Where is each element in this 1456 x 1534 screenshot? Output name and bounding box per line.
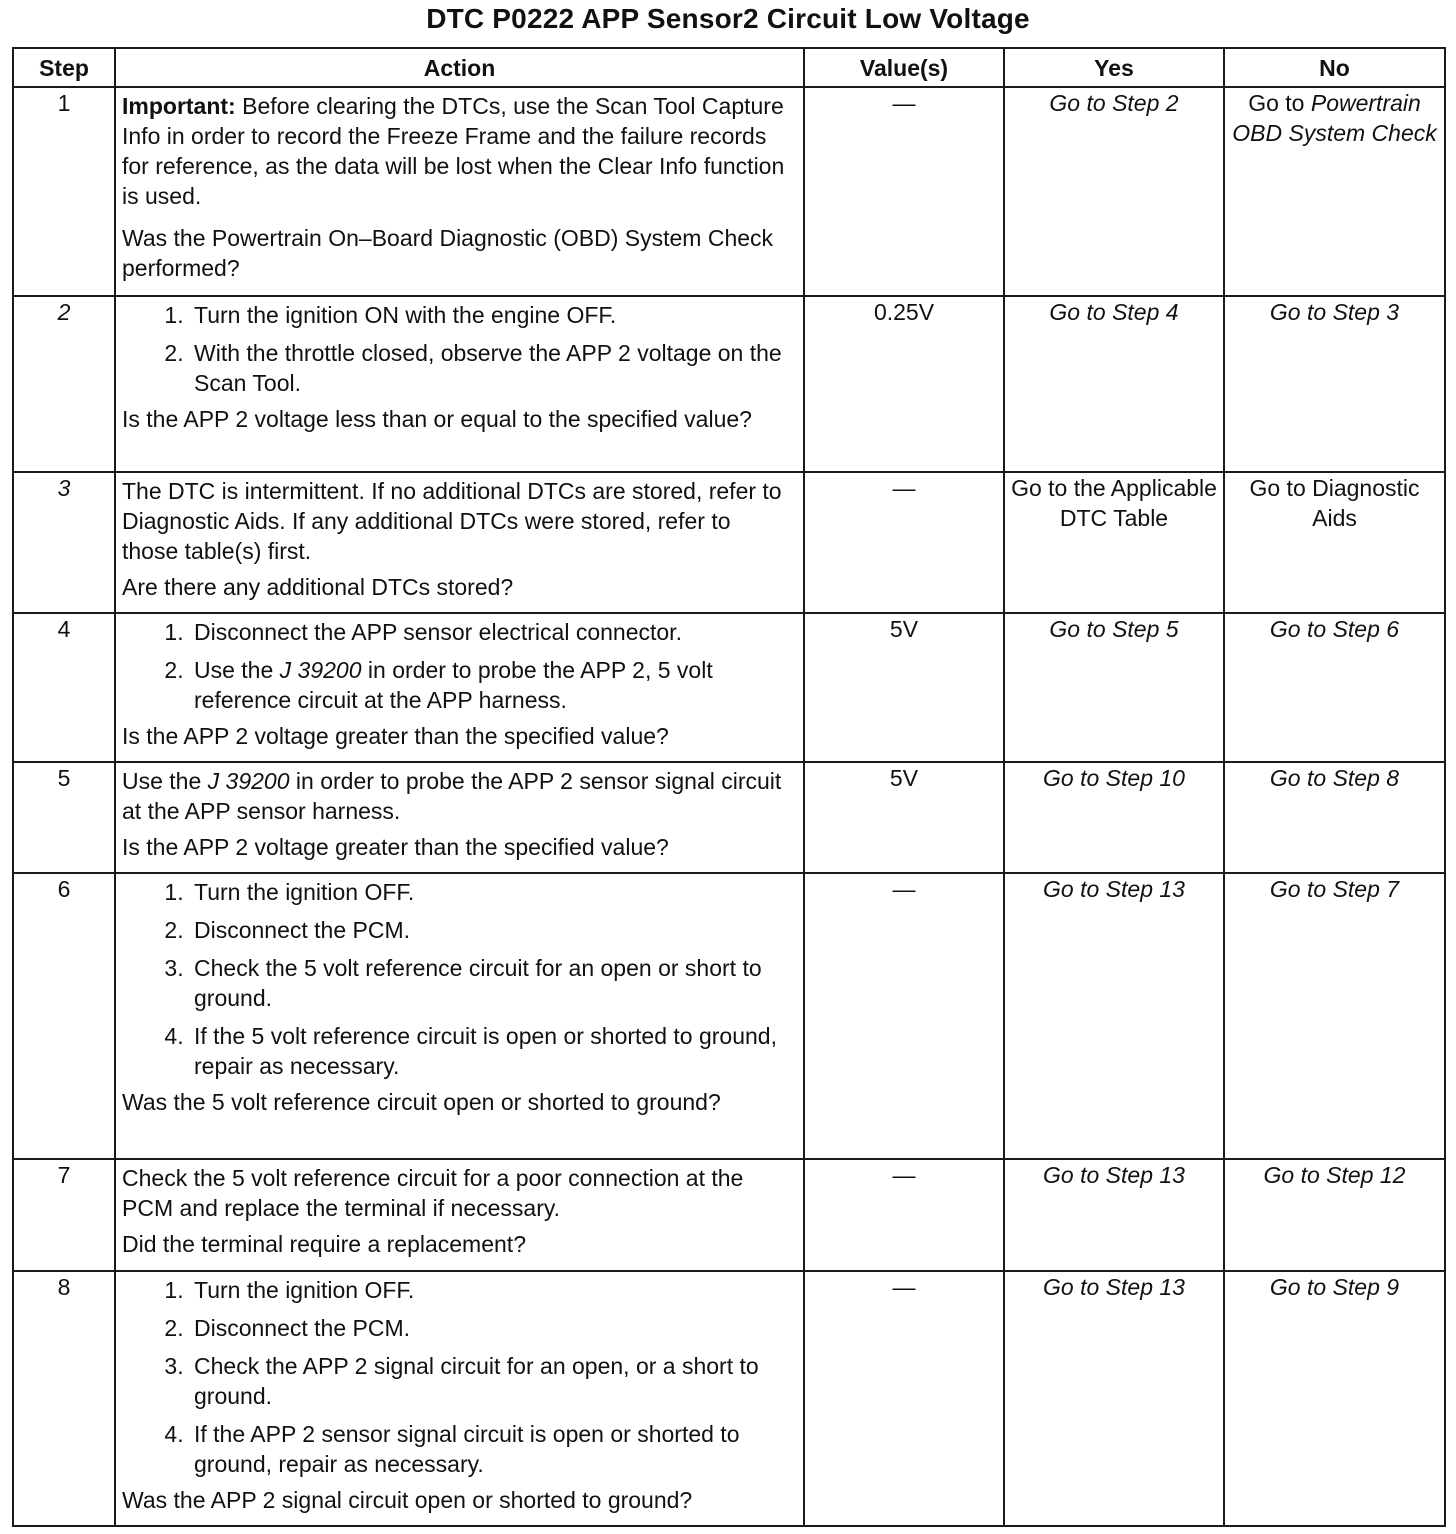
list-item: 1. Disconnect the APP sensor electrical connector. (190, 617, 793, 647)
step-number: 8 (13, 1271, 115, 1526)
action-list (122, 300, 793, 398)
important-label: Important: (122, 93, 236, 119)
action-question: Was the 5 volt reference circuit open or shorted to ground? (122, 1089, 721, 1115)
list-item: 2. With the throttle closed, observe the APP 2 voltage on the Scan Tool. (190, 338, 793, 398)
value-cell: 5V (804, 762, 1004, 873)
yes-cell: Go to Step 5 (1004, 613, 1224, 762)
action-question: Is the APP 2 voltage less than or equal to the specified value? (122, 406, 752, 432)
action-text: The DTC is intermittent. If no additional DTCs are stored, refer to Diagnostic Aids. If any additional DTCs were stored, refer to those table(s) first. (122, 478, 782, 564)
table-header-row (13, 48, 1445, 87)
list-item: 4. If the 5 volt reference circuit is open or shorted to ground, repair as necessary. (190, 1021, 793, 1081)
no-cell: Go to Step 12 (1224, 1159, 1445, 1271)
tool-name: J 39200 (207, 768, 290, 794)
action-cell (115, 762, 804, 873)
header-no: No (1224, 48, 1445, 87)
list-item: 1. Turn the ignition ON with the engine OFF. (190, 300, 793, 330)
action-question: Did the terminal require a replacement? (122, 1231, 526, 1257)
action-cell (115, 1271, 804, 1526)
action-list (122, 1275, 793, 1479)
no-cell: Go to Step 9 (1224, 1271, 1445, 1526)
table-row (13, 87, 1445, 296)
no-cell: Go to Step 3 (1224, 296, 1445, 472)
action-cell (115, 87, 804, 296)
yes-cell: Go to Step 13 (1004, 1271, 1224, 1526)
text-span: Use the (122, 768, 208, 794)
action-cell (115, 472, 804, 613)
list-item: 2. Disconnect the PCM. (190, 915, 793, 945)
important-text: Before clearing the DTCs, use the Scan Tool Capture Info in order to record the Freeze Frame and the failure records for reference, as the data will be lost when the Clear Info function is used. (122, 93, 785, 209)
action-question: Was the APP 2 signal circuit open or shorted to ground? (122, 1487, 693, 1513)
no-link: Powertrain OBD System Check (1232, 90, 1437, 146)
yes-cell: Go to Step 10 (1004, 762, 1224, 873)
page-title: DTC P0222 APP Sensor2 Circuit Low Voltage (426, 3, 1030, 34)
action-list (122, 617, 793, 715)
list-item: 1. Turn the ignition OFF. (190, 877, 793, 907)
list-item: 2. Disconnect the PCM. (190, 1313, 793, 1343)
text-span: in order to probe the APP 2, 5 volt reference circuit at the APP harness. (194, 657, 713, 713)
list-item: 3. Check the APP 2 signal circuit for an open, or a short to ground. (190, 1351, 793, 1411)
header-step: Step (13, 48, 115, 87)
table-row (13, 1271, 1445, 1526)
table-row (13, 296, 1445, 472)
header-values: Value(s) (804, 48, 1004, 87)
action-cell (115, 613, 804, 762)
value-cell: — (804, 1159, 1004, 1271)
step-number: 5 (13, 762, 115, 873)
action-list (122, 877, 793, 1081)
table-row (13, 613, 1445, 762)
table-row (13, 762, 1445, 873)
table-row (13, 873, 1445, 1159)
step-number: 4 (13, 613, 115, 762)
list-item: 3. Check the 5 volt reference circuit for an open or short to ground. (190, 953, 793, 1013)
dtc-table (12, 47, 1446, 1527)
action-cell (115, 1159, 804, 1271)
header-yes: Yes (1004, 48, 1224, 87)
no-cell (1224, 87, 1445, 296)
text-span: Use the (194, 657, 280, 683)
value-cell: 0.25V (804, 296, 1004, 472)
yes-cell: Go to Step 2 (1004, 87, 1224, 296)
value-cell: — (804, 1271, 1004, 1526)
no-cell: Go to Step 7 (1224, 873, 1445, 1159)
step-number: 1 (13, 87, 115, 296)
action-text (122, 766, 793, 826)
action-question: Is the APP 2 voltage greater than the specified value? (122, 723, 669, 749)
yes-cell: Go to Step 4 (1004, 296, 1224, 472)
value-cell: — (804, 87, 1004, 296)
list-item (190, 655, 793, 715)
no-cell: Go to Step 6 (1224, 613, 1445, 762)
yes-cell: Go to Step 13 (1004, 1159, 1224, 1271)
action-text: Check the 5 volt reference circuit for a poor connection at the PCM and replace the terminal if necessary. (122, 1165, 744, 1221)
table-row (13, 1159, 1445, 1271)
tool-name: J 39200 (279, 657, 362, 683)
list-item: 1. Turn the ignition OFF. (190, 1275, 793, 1305)
table-row (13, 472, 1445, 613)
value-cell: — (804, 873, 1004, 1159)
action-cell (115, 296, 804, 472)
text-span: in order to probe the APP 2 sensor signal circuit at the APP sensor harness. (122, 768, 782, 824)
step-number: 2 (13, 296, 115, 472)
action-question: Are there any additional DTCs stored? (122, 574, 514, 600)
action-question: Was the Powertrain On–Board Diagnostic (OBD) System Check performed? (122, 225, 774, 281)
yes-cell: Go to Step 13 (1004, 873, 1224, 1159)
no-cell: Go to Diagnostic Aids (1224, 472, 1445, 613)
value-cell: 5V (804, 613, 1004, 762)
action-text (122, 91, 793, 211)
step-number: 6 (13, 873, 115, 1159)
no-prefix: Go to (1248, 90, 1311, 116)
action-cell (115, 873, 804, 1159)
step-number: 7 (13, 1159, 115, 1271)
no-cell: Go to Step 8 (1224, 762, 1445, 873)
yes-cell: Go to the Applicable DTC Table (1004, 472, 1224, 613)
list-item: 4. If the APP 2 sensor signal circuit is open or shorted to ground, repair as necessary. (190, 1419, 793, 1479)
step-number: 3 (13, 472, 115, 613)
header-action: Action (115, 48, 804, 87)
value-cell: — (804, 472, 1004, 613)
action-question: Is the APP 2 voltage greater than the specified value? (122, 834, 669, 860)
